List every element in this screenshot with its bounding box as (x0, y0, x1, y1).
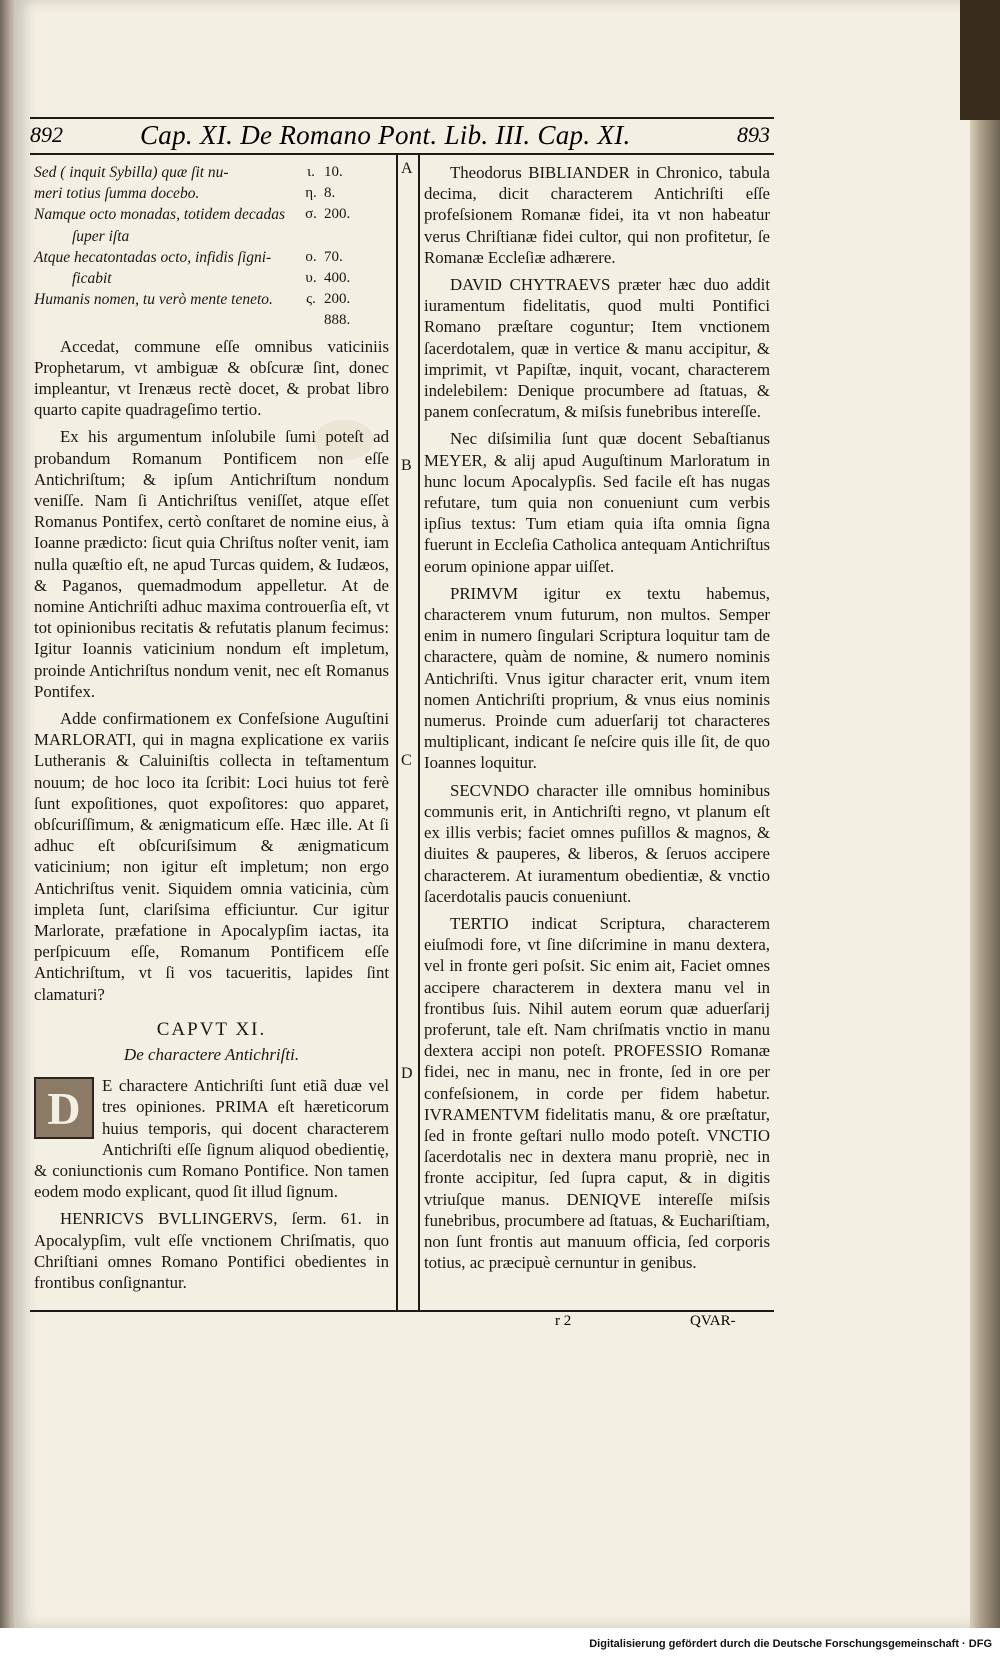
decorated-initial: D (34, 1077, 94, 1139)
verse-row (34, 162, 354, 183)
verse-text: Atque hecatontadas octo, infidis ſigni- (34, 248, 272, 266)
running-head (30, 122, 770, 154)
footer-bar (0, 1628, 1000, 1662)
verse-number: 200. (324, 291, 351, 308)
verse-text: Sed ( inquit Sybilla) quæ ſit nu- (34, 164, 229, 181)
paragraph: Adde confirmationem ex Confeſsione Auguſtini MARLORATI, qui in magna explicatione ex variis Lutheranis & Caluiniſtis collecta in teſtamentum nouum; de hoc loco ita ſcribit: Loci huius tot ferè ſunt expoſitiones, quot expoſitores: quo apparet, obſcuriſſimum, & ænigmaticum eſſe. Hæc ille. At ſi adhuc eſt obſcuriſsimum & ænigmaticum vaticinium; non igitur eſt impletum; non ergo Antichriſtus venit. Siquidem omnia vaticinia, cùm impleta ſunt, clariſsima efficiuntur. Cur igitur Marlorate, præfatione in Apocalypſim iactas, ita perſpicuum eſſe, Romanum Pontificem eſſe Antichriſtum, vt ſi vos tacueritis, lapides ſint clamaturi? (34, 708, 389, 1004)
verse-letter: ς. (306, 291, 316, 308)
verse-text: ficabit (72, 269, 112, 287)
right-column (424, 162, 770, 1279)
dark-corner (960, 0, 1000, 120)
verse-letter: υ. (305, 269, 317, 286)
paragraph: PRIMVM igitur ex textu habemus, characterem vnum futurum, non multos. Semper enim in numero ſingulari Scriptura loquitur tam de charactere, quàm de nomine, & numero nominis Antichriſti. Vnus igitur character erit, vnum item nomen Antichriſti proprium, & vnus eius nominis numerus. Proinde cum aduerſarij tot characteres multiplicant, indicant ſe neſcire quis ille ſit, de quo Ioannes loquitur. (424, 583, 770, 773)
left-column (34, 162, 389, 1299)
catchword: QVAR- (690, 1313, 736, 1329)
header-rule (30, 153, 774, 155)
chapter-heading: CAPVT XI. (156, 1018, 267, 1040)
paragraph: Accedat, commune eſſe omnibus vaticiniis Prophetarum, vt ambiguæ & obſcuræ ſint, donec impleantur, vt Irenæus rectè docet, & probat libro quarto capite quadrageſimo tertio. (34, 336, 389, 420)
verse-row (34, 183, 354, 204)
verse-total: 888. (324, 312, 351, 329)
verse-text: meri totius ſumma docebo. (34, 185, 200, 203)
verse-text: Namque octo monadas, totidem decadas (34, 206, 285, 224)
paragraph: E charactere Antichriſti ſunt etiã duæ vel tres opiniones. PRIMA eſt hæreticorum huius temporis, qui docent characterem Antichriſti eſſe ſignum aliquod obedientię, & coniunctionis cum Romano Pontifice. Non tamen eodem modo explicant, quod ſit illud ſignum. (34, 1076, 389, 1202)
paragraph: HENRICVS BVLLINGERVS, ſerm. 61. in Apocalypſim, vult eſſe vnctionem Chriſmatis, quo Chriſtiani omnes Romano Pontifici obedientes in frontibus conſignantur. (34, 1209, 389, 1293)
top-rule (30, 117, 774, 119)
chapter-subtitle: De charactere Antichriſti. (123, 1045, 300, 1064)
bottom-rule (30, 1310, 774, 1312)
margin-letter-d: D (401, 1065, 413, 1082)
paragraph: DAVID CHYTRAEVS præter hæc duo addit iuramentum fidelitatis, quod multi Pontifici Romano præſtare coguntur; Item vnctionem ſacerdotalem, quæ in vertice & manu accipitur, & imprimit, vt Papiſtæ, inquit, vocant, characterem indelebilem: Denique procumbere ad ſtatuas, & panem conſecratum, & miſsis funebribus intereſſe. (424, 275, 770, 422)
sibyl-verse-table (34, 162, 354, 332)
verse-number: 10. (324, 164, 343, 180)
paragraph: SECVNDO character ille omnibus hominibus communis erit, in Antichriſti regno, vt planum eſt ex illis verbis; faciet omnes puſillos & magnos, & diuites & pauperes, & liberos, & ſeruos accipere characterem. At iuramentum obedientiæ, & vnctio ſacerdotalis paucis conueniunt. (424, 780, 770, 906)
paragraph: TERTIO indicat Scriptura, characterem eiuſmodi fore, vt ſine diſcrimine in manu dextera, vel in fronte geri poſsit. Sic enim ait, Faciet omnes accipere characterem in dextera manu vel in frontibus ſuis. Nihil autem eorum quæ aduerſarij proferunt, tale eſt. Nam chriſmatis vnctio in manu dextera accipi non poteſt. PROFESSIO Romanæ fidei, nec in manu, nec in fronte, ſed in ore per confeſsionem, in corde per fidem habetur. IVRAMENTVM fidelitatis manu, & ore præſtatur, ſed in fronte geſtari nullo modo poteſt. VNCTIO ſacerdotalis nec in dextera manu propriè, nec in fronte accipitur, ſed ſupra caput, & in digitis vtriuſque manus. DENIQVE intereſſe miſsis funebribus, procumbere ad ſtatuas, & Euchariſtiam, non ſunt frontis aut manuum officia, ſed corporis totius, ac præcipuè cernuntur in genibus. (424, 913, 770, 1273)
paragraph: Nec diſsimilia ſunt quæ docent Sebaſtianus MEYER, & alij apud Auguſtinum Marloratum in hunc locum Apocalypſis. Sed facile eſt has nugas refutare, tum quia non conueniunt cum verbis ipſius textus: Tum etiam quia iſta omnia ſigna fuerunt in Eccleſia Catholica antequam Antichriſtus eorum opinione appar uiſſet. (424, 429, 770, 576)
verse-text: Humanis nomen, tu verò mente teneto. (34, 291, 273, 309)
verse-number: 400. (324, 269, 351, 286)
page-number-right: 893 (737, 122, 770, 147)
paragraph: Theodorus BIBLIANDER in Chronico, tabula decima, dicit characterem Antichriſti eſſe profeſsionem Romanæ fidei, ita vt non habeatur verus Chriſtianæ fidei cultor, qui non profitetur, ſe Romanæ Eccleſiæ adhærere. (424, 163, 770, 267)
verse-number: 70. (324, 248, 343, 265)
footer-credit: Digitalisierung gefördert durch die Deutsche Forschungsgemeinschaft · DFG (589, 1638, 992, 1650)
verse-number: 200. (324, 206, 351, 223)
margin-letter-a: A (401, 160, 413, 177)
verse-letter: ο. (305, 248, 317, 265)
margin-letter-c: C (401, 752, 412, 769)
verse-row (34, 204, 354, 225)
verse-row (34, 226, 354, 247)
verse-letter: σ. (305, 206, 317, 223)
verse-row (34, 310, 354, 331)
running-title: Cap. XI. De Romano Pont. Lib. III. Cap. XI. (140, 120, 631, 150)
verse-row (34, 247, 354, 268)
margin-letter-b: B (401, 457, 412, 474)
verse-row (34, 268, 354, 289)
signature-mark: r 2 (555, 1313, 572, 1329)
verse-text: ſuper iſta (72, 227, 130, 245)
paragraph: Ex his argumentum inſolubile ſumi poteſt ad probandum Romanum Pontificem non eſſe Antichriſtum; & ipſum Antichriſtum nondum veniſſe. Nam ſi Antichriſtus veniſſet, atque eſſet Romanus Pontifex, certò conſtaret de nomine eius, à Ioanne prædicto: ſicut quia Chriſtus noſter venit, iam nulla quæſtio eſt, ne apud Turcas quidem, & Iudæos, & Paganos, quemadmodum appelletur. At de nomine Antichriſti adhuc maxima controuerſia eſt, vt tot opinionibus recitatis & refutatis planum fecimus: Igitur Ioannis vaticinium nondum eſt impletum, proinde Antichriſtus nondum venit, nec eſt Romanus Pontifex. (34, 427, 389, 701)
verse-letter: ι. (307, 164, 315, 180)
page-edges (970, 0, 1000, 1628)
page-number-left: 892 (30, 122, 63, 147)
verse-number: 8. (324, 185, 336, 202)
verse-row (34, 289, 354, 310)
column-rule-left (396, 155, 398, 1310)
chapter-opening (34, 1075, 389, 1202)
verse-letter: η. (305, 185, 317, 202)
column-rule-right (418, 155, 420, 1310)
